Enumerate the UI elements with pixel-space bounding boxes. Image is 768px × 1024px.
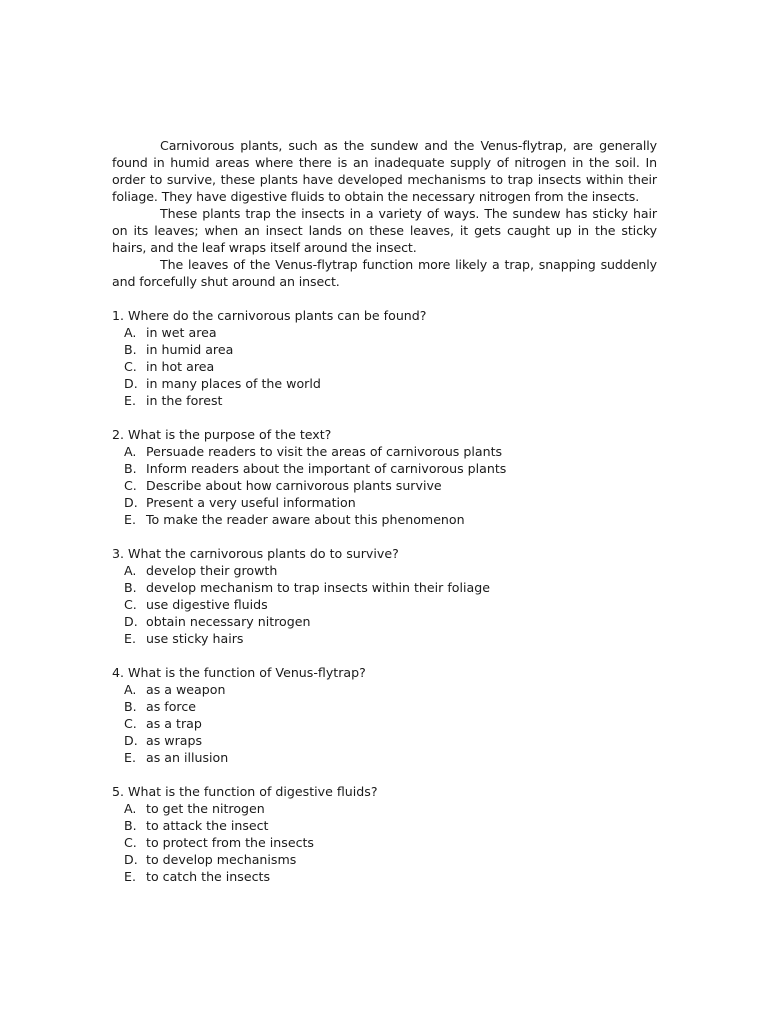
option-letter: B.: [124, 342, 137, 357]
option-text: in wet area: [146, 325, 217, 340]
option-list: [112, 443, 657, 528]
option-letter: C.: [124, 478, 137, 493]
question-text: 1. Where do the carnivorous plants can be found?: [112, 308, 427, 323]
option-letter: D.: [124, 495, 138, 510]
option-letter: B.: [124, 699, 137, 714]
option-letter: A.: [124, 444, 137, 459]
option-text: as an illusion: [146, 750, 229, 765]
option-text: use digestive fluids: [146, 597, 268, 612]
option-item: [124, 392, 657, 409]
question-2: [112, 426, 657, 528]
option-text: develop their growth: [146, 563, 278, 578]
option-text: as a weapon: [146, 682, 226, 697]
option-item: [124, 324, 657, 341]
option-item: [124, 341, 657, 358]
option-item: [124, 562, 657, 579]
option-list: [112, 681, 657, 766]
option-item: [124, 851, 657, 868]
option-letter: C.: [124, 359, 137, 374]
option-item: [124, 817, 657, 834]
option-text: To make the reader aware about this phenomenon: [146, 512, 465, 527]
option-letter: E.: [124, 750, 136, 765]
option-item: [124, 443, 657, 460]
question-1: [112, 307, 657, 409]
option-item: [124, 579, 657, 596]
option-item: [124, 596, 657, 613]
option-item: [124, 477, 657, 494]
option-item: [124, 681, 657, 698]
question-text: 3. What the carnivorous plants do to survive?: [112, 546, 399, 561]
option-text: to protect from the insects: [146, 835, 314, 850]
passage-paragraph-1: Carnivorous plants, such as the sundew and the Venus-flytrap, are generally found in humid areas where there is an inadequate supply of nitrogen in the soil. In order to survive, these plants have developed mechanisms to trap insects within their foliage. They have digestive fluids to obtain the necessary nitrogen from the insects.: [112, 138, 657, 204]
option-letter: D.: [124, 733, 138, 748]
option-letter: C.: [124, 597, 137, 612]
option-text: in the forest: [146, 393, 223, 408]
option-letter: A.: [124, 563, 137, 578]
option-letter: E.: [124, 393, 136, 408]
option-text: to develop mechanisms: [146, 852, 297, 867]
question-list: [112, 307, 657, 885]
option-text: as force: [146, 699, 196, 714]
option-text: to get the nitrogen: [146, 801, 265, 816]
option-list: [112, 800, 657, 885]
option-text: develop mechanism to trap insects within their foliage: [146, 580, 490, 595]
question-3: [112, 545, 657, 647]
option-text: as wraps: [146, 733, 203, 748]
option-text: use sticky hairs: [146, 631, 244, 646]
option-letter: D.: [124, 852, 138, 867]
option-text: to attack the insect: [146, 818, 269, 833]
option-list: [112, 562, 657, 647]
option-letter: B.: [124, 461, 137, 476]
option-item: [124, 800, 657, 817]
option-item: [124, 460, 657, 477]
option-item: [124, 630, 657, 647]
option-letter: C.: [124, 835, 137, 850]
option-text: Persuade readers to visit the areas of carnivorous plants: [146, 444, 503, 459]
option-item: [124, 715, 657, 732]
option-letter: C.: [124, 716, 137, 731]
question-text: 2. What is the purpose of the text?: [112, 427, 332, 442]
reading-passage: [112, 137, 657, 290]
option-item: [124, 358, 657, 375]
option-letter: A.: [124, 801, 137, 816]
option-text: Describe about how carnivorous plants survive: [146, 478, 442, 493]
option-item: [124, 698, 657, 715]
passage-paragraph-2: These plants trap the insects in a variety of ways. The sundew has sticky hair on its leaves; when an insect lands on these leaves, it gets caught up in the sticky hairs, and the leaf wraps itself around the insect.: [112, 206, 657, 255]
option-item: [124, 732, 657, 749]
option-text: in humid area: [146, 342, 234, 357]
option-letter: D.: [124, 376, 138, 391]
option-text: Inform readers about the important of carnivorous plants: [146, 461, 507, 476]
option-letter: E.: [124, 512, 136, 527]
option-letter: A.: [124, 325, 137, 340]
question-text: 4. What is the function of Venus-flytrap?: [112, 665, 366, 680]
option-text: as a trap: [146, 716, 202, 731]
option-letter: E.: [124, 631, 136, 646]
option-item: [124, 868, 657, 885]
option-text: obtain necessary nitrogen: [146, 614, 311, 629]
option-item: [124, 494, 657, 511]
option-text: to catch the insects: [146, 869, 271, 884]
option-text: in hot area: [146, 359, 215, 374]
option-text: Present a very useful information: [146, 495, 356, 510]
option-item: [124, 749, 657, 766]
option-letter: A.: [124, 682, 137, 697]
question-5: [112, 783, 657, 885]
option-item: [124, 613, 657, 630]
option-letter: D.: [124, 614, 138, 629]
question-text: 5. What is the function of digestive fluids?: [112, 784, 378, 799]
option-letter: B.: [124, 580, 137, 595]
option-letter: B.: [124, 818, 137, 833]
option-item: [124, 834, 657, 851]
option-text: in many places of the world: [146, 376, 321, 391]
option-item: [124, 375, 657, 392]
document-page: [112, 137, 657, 902]
option-item: [124, 511, 657, 528]
option-list: [112, 324, 657, 409]
passage-paragraph-3: The leaves of the Venus-flytrap function more likely a trap, snapping suddenly and forcefully shut around an insect.: [112, 257, 657, 289]
question-4: [112, 664, 657, 766]
option-letter: E.: [124, 869, 136, 884]
